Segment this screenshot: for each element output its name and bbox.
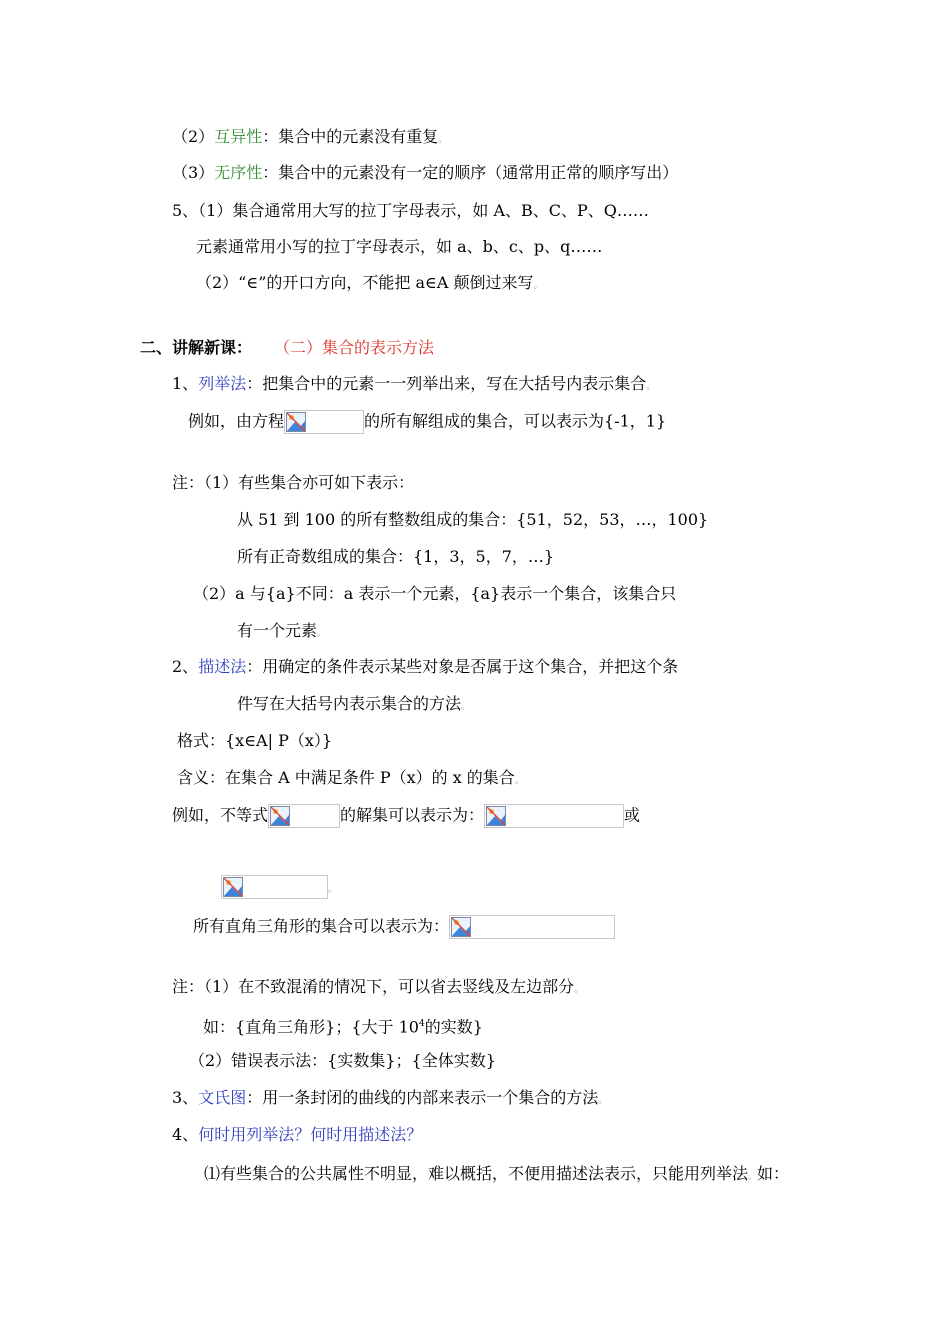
example-text: 例如，由方程 xyxy=(188,411,285,431)
notation-element-letters xyxy=(196,236,602,258)
method-listing xyxy=(172,373,655,398)
term-venn: 文氏图 xyxy=(198,1088,247,1107)
definition-text: 件写在大括号内表示集合的方法 xyxy=(237,694,462,713)
item-number: 2、 xyxy=(172,657,199,676)
method-venn xyxy=(172,1087,607,1112)
example-description xyxy=(172,804,640,828)
note-2 xyxy=(193,583,676,605)
note-3-wrong-notation xyxy=(189,1050,496,1072)
note-text: 所有正奇数组成的集合：{1，3，5，7，…} xyxy=(237,547,555,566)
paragraph-mark: 。 xyxy=(317,629,327,639)
image-placeholder-icon xyxy=(286,412,306,432)
note-text: （2）a 与{a}不同：a 表示一个元素，{a}表示一个集合，该集合只 xyxy=(193,584,677,603)
item-number: （3） xyxy=(172,163,215,182)
meaning-text: 含义：在集合 A 中满足条件 P（x）的 x 的集合 xyxy=(177,768,515,787)
term-unordered: 无序性 xyxy=(214,163,263,182)
image-placeholder-icon xyxy=(486,806,506,826)
item-number: 4、 xyxy=(172,1125,199,1144)
note-text: 注：（1）有些集合亦可如下表示： xyxy=(172,473,415,492)
note-1 xyxy=(172,472,414,494)
format-text: 格式：{x∈A| P（x）} xyxy=(177,731,333,750)
property-distinctness xyxy=(172,126,447,151)
note-text: （2）错误表示法：{实数集}；{全体实数} xyxy=(189,1051,496,1070)
definition-text: ：用一条封闭的曲线的内部来表示一个集合的方法 xyxy=(246,1088,599,1107)
equation-image xyxy=(284,410,364,434)
example-text: 的所有解组成的集合，可以表示为{-1，1} xyxy=(364,411,667,431)
note-2-continued xyxy=(237,620,326,645)
section-subtitle: （二）集合的表示方法 xyxy=(274,338,435,357)
definition-text: ：集合中的元素没有一定的顺序（通常用正常的顺序写出） xyxy=(262,163,679,182)
definition-text: ⑴有些集合的公共属性不明显，难以概括，不便用描述法表示，只能用列举法 xyxy=(204,1164,749,1183)
section-title: 二、讲解新课： xyxy=(140,338,253,357)
method-description-continued xyxy=(237,693,470,718)
method-choice xyxy=(172,1124,422,1146)
definition-text: ：集合中的元素没有重复 xyxy=(262,127,439,146)
paragraph-mark: 。 xyxy=(748,1172,758,1182)
note-text: 从 51 到 100 的所有整数组成的集合：{51，52，53，…，100} xyxy=(237,510,709,529)
paragraph-mark: 。 xyxy=(514,776,524,786)
right-triangle-set-image xyxy=(449,915,615,939)
notation-text: （2）“∈”的开口方向，不能把 a∈A 颠倒过来写 xyxy=(196,273,534,292)
item-number: （2） xyxy=(172,127,215,146)
solution-set-image xyxy=(484,804,624,828)
term-listing: 列举法 xyxy=(198,374,247,393)
format-line xyxy=(177,730,332,752)
example-listing xyxy=(188,410,666,434)
note-3 xyxy=(172,976,583,1001)
image-placeholder-icon xyxy=(451,917,471,937)
notation-set-letters xyxy=(172,200,649,222)
note-text: 有一个元素 xyxy=(237,621,318,640)
exponent: 4 xyxy=(419,1019,425,1029)
notation-text: 5、（1）集合通常用大写的拉丁字母表示，如 A、B、C、P、Q…… xyxy=(172,201,649,220)
paragraph-mark: 。 xyxy=(438,135,448,145)
note-3-example xyxy=(203,1013,483,1038)
note-text: 的实数} xyxy=(424,1017,483,1037)
definition-text: ：用确定的条件表示某些对象是否属于这个集合，并把这个条 xyxy=(246,657,679,676)
paragraph-mark: 。 xyxy=(646,382,656,392)
paragraph-mark: 。 xyxy=(574,985,584,995)
term-distinctness: 互异性 xyxy=(214,127,263,146)
method-description xyxy=(172,656,678,678)
example-text: 的解集可以表示为： xyxy=(340,805,485,825)
notation-text: 元素通常用小写的拉丁字母表示，如 a、b、c、p、q…… xyxy=(196,237,603,256)
image-placeholder-icon xyxy=(270,806,290,826)
note-text: 注：（1）在不致混淆的情况下，可以省去竖线及左边部分 xyxy=(172,977,575,996)
item-number: 3、 xyxy=(172,1088,199,1107)
image-placeholder-icon xyxy=(223,877,243,897)
example-text: 所有直角三角形的集合可以表示为： xyxy=(193,916,450,936)
paragraph-mark: 。 xyxy=(533,281,543,291)
example-text: 或 xyxy=(624,805,641,825)
section-heading xyxy=(140,337,434,359)
inequality-image xyxy=(268,804,340,828)
note-1-example-b xyxy=(237,546,554,568)
note-text: 如：{直角三角形}；{大于 10 xyxy=(203,1017,419,1037)
term-description: 描述法 xyxy=(198,657,247,676)
term-method-choice: 何时用列举法？何时用描述法？ xyxy=(198,1125,423,1144)
definition-text: 如： xyxy=(757,1164,790,1183)
paragraph-mark: 。 xyxy=(598,1096,608,1106)
item-number: 1、 xyxy=(172,374,199,393)
definition-text: ：把集合中的元素一一列举出来，写在大括号内表示集合 xyxy=(246,374,647,393)
notation-membership xyxy=(196,272,543,297)
property-unordered xyxy=(172,162,678,184)
solution-set-alt-image xyxy=(221,875,328,899)
example-text: 例如，不等式 xyxy=(172,805,269,825)
note-1-example-a xyxy=(237,509,708,531)
method-choice-point-1 xyxy=(204,1163,789,1188)
paragraph-mark: 。 xyxy=(328,884,338,895)
meaning-line xyxy=(177,767,524,792)
example-description-alt xyxy=(221,875,337,901)
paragraph-mark: 。 xyxy=(461,702,471,712)
example-right-triangles xyxy=(193,915,615,939)
